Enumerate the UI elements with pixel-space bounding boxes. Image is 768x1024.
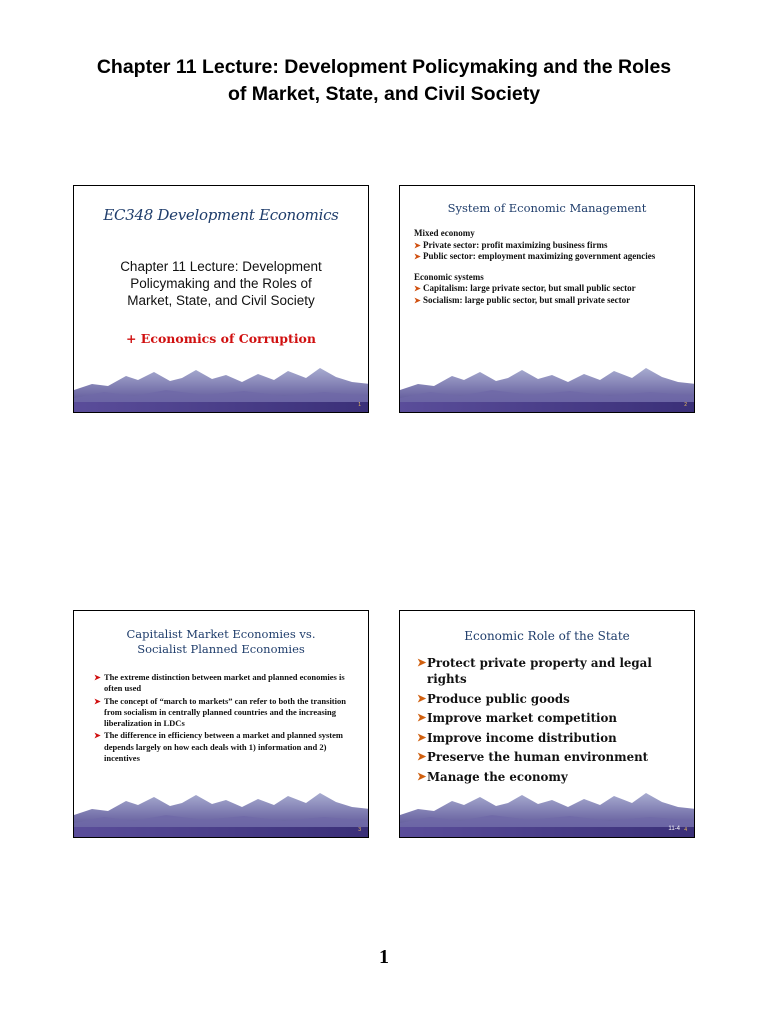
page-title [30, 54, 738, 108]
slide-thumbnail-3 [73, 610, 369, 838]
slide-1-subtitle [98, 258, 344, 309]
arrow-bullet-icon: ➤ [417, 711, 427, 724]
bullet-list [414, 240, 684, 263]
arrow-bullet-icon: ➤ [414, 284, 421, 293]
arrow-bullet-icon: ➤ [94, 696, 101, 706]
list-item-text: The extreme distinction between market and planned economies is often used [104, 672, 345, 694]
list-item-text: Public sector: employment maximizing government agencies [423, 251, 656, 261]
list-item [94, 672, 354, 695]
list-item-text: Produce public goods [427, 691, 570, 706]
slide-thumbnail-1 [73, 185, 369, 413]
slide-4-body [417, 655, 684, 788]
slide-2-body [414, 228, 684, 306]
list-item [417, 655, 684, 687]
arrow-bullet-icon: ➤ [94, 673, 101, 682]
bullet-list [414, 283, 684, 306]
slide-1-subtitle-line: Market, State, and Civil Society [127, 293, 315, 308]
list-item [94, 730, 354, 764]
slide-2-heading: System of Economic Management [447, 201, 647, 215]
slide-thumbnail-4 [399, 610, 695, 838]
arrow-bullet-icon: ➤ [417, 750, 427, 763]
arrow-bullet-icon: ➤ [414, 240, 421, 250]
slide-3-heading [82, 627, 360, 657]
slide-3-heading-line: Capitalist Market Economies vs. [126, 627, 316, 641]
list-item-text: The difference in efficiency between a market and planned system depends largely on how each deals with 1) information and 2) incentives [104, 730, 343, 764]
list-item [417, 769, 684, 785]
slide-4-heading: Economic Role of the State [464, 629, 630, 643]
list-item [417, 710, 684, 726]
list-item-text: Protect private property and legal rights [427, 656, 652, 686]
list-item [414, 283, 684, 295]
mountain-banner [74, 362, 369, 412]
section-label: Mixed economy [414, 228, 475, 238]
section-label: Economic systems [414, 271, 484, 282]
slide-number: 2 [684, 402, 687, 408]
slide-1-extra-topic: + Economics of Corruption [125, 331, 316, 346]
slide-thumbnail-2 [399, 185, 695, 413]
slide-1-subtitle-line: Policymaking and the Roles of [130, 276, 312, 291]
slide-1-title: EC348 Development Economics [103, 206, 339, 224]
page-title-line-2: of Market, State, and Civil Society [227, 83, 541, 105]
list-item [417, 730, 684, 746]
list-item [94, 696, 354, 730]
list-item [414, 251, 684, 263]
list-item-text: Preserve the human environment [427, 750, 649, 764]
list-item-text: Improve income distribution [427, 730, 617, 745]
mountain-banner [400, 362, 695, 412]
slide-3-body [94, 672, 354, 765]
list-item [414, 240, 684, 252]
slide-1-subtitle-line: Chapter 11 Lecture: Development [120, 259, 322, 274]
mountain-banner [400, 787, 695, 837]
arrow-bullet-icon: ➤ [414, 252, 421, 261]
slide-number: 3 [358, 827, 361, 833]
page-number: 1 [379, 946, 389, 968]
list-item-text: Capitalism: large private sector, but small public sector [423, 283, 636, 293]
slide-3-heading-line: Socialist Planned Economies [137, 642, 305, 656]
arrow-bullet-icon: ➤ [417, 730, 427, 744]
arrow-bullet-icon: ➤ [417, 769, 427, 783]
list-item-text: Private sector: profit maximizing business firms [423, 239, 608, 250]
mountain-banner [74, 787, 369, 837]
list-item-text: The concept of “march to markets” can refer to both the transition from socialism in centrally planned countries and the increasing liberalization in LDCs [104, 695, 346, 729]
arrow-bullet-icon: ➤ [414, 295, 421, 305]
slide-number: 4 [684, 827, 687, 833]
arrow-bullet-icon: ➤ [417, 656, 427, 669]
list-item [417, 749, 684, 765]
list-item [417, 691, 684, 707]
list-item-text: Manage the economy [427, 769, 568, 784]
slide-4-tag: 11-4 [668, 826, 680, 832]
list-item-text: Improve market competition [427, 711, 617, 725]
bullet-list [417, 655, 684, 785]
list-item [414, 295, 684, 307]
slide-number: 1 [358, 402, 361, 408]
arrow-bullet-icon: ➤ [417, 691, 427, 705]
arrow-bullet-icon: ➤ [94, 731, 101, 741]
list-item-text: Socialism: large public sector, but small private sector [423, 294, 631, 305]
page-title-line-1: Chapter 11 Lecture: Development Policymaking and the Roles [96, 56, 672, 78]
bullet-list [94, 672, 354, 764]
